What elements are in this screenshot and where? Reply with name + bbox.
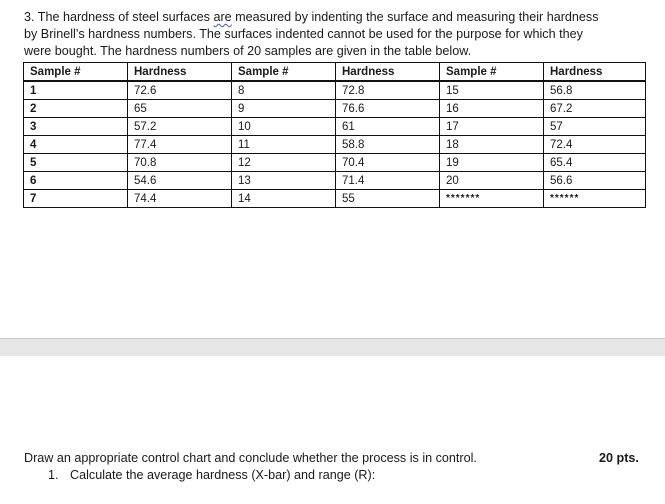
column-header: Hardness xyxy=(544,63,646,82)
table-cell: 5 xyxy=(24,154,128,172)
table-cell: 77.4 xyxy=(128,136,232,154)
table-cell: 65 xyxy=(128,100,232,118)
table-cell: 18 xyxy=(440,136,544,154)
table-cell: 4 xyxy=(24,136,128,154)
grammar-flag-are[interactable]: are xyxy=(213,10,232,24)
table-cell: 3 xyxy=(24,118,128,136)
table-cell: 72.4 xyxy=(544,136,646,154)
table-cell: 11 xyxy=(232,136,336,154)
table-cell: 7 xyxy=(24,190,128,208)
table-cell: 10 xyxy=(232,118,336,136)
table-cell: 72.8 xyxy=(336,81,440,100)
column-header: Sample # xyxy=(232,63,336,82)
step-text: Calculate the average hardness (X-bar) and range (R): xyxy=(70,468,376,482)
table-cell: 65.4 xyxy=(544,154,646,172)
table-cell: 12 xyxy=(232,154,336,172)
instruction-text: Draw an appropriate control chart and conclude whether the process is in control. xyxy=(24,451,477,465)
table-cell: 20 xyxy=(440,172,544,190)
table-row xyxy=(24,172,646,190)
table-cell: 19 xyxy=(440,154,544,172)
table-cell: 57 xyxy=(544,118,646,136)
table-cell: 2 xyxy=(24,100,128,118)
column-header: Hardness xyxy=(128,63,232,82)
column-header: Hardness xyxy=(336,63,440,82)
table-row xyxy=(24,118,646,136)
table-row xyxy=(24,81,646,100)
question-text xyxy=(24,9,644,60)
table-cell: 56.6 xyxy=(544,172,646,190)
question-line-3: were bought. The hardness numbers of 20 samples are given in the table below. xyxy=(24,44,472,58)
table-cell: 54.6 xyxy=(128,172,232,190)
hardness-table xyxy=(23,62,646,208)
points-label: 20 pts. xyxy=(599,451,639,465)
step-number: 1. xyxy=(48,468,59,482)
table-cell: 70.4 xyxy=(336,154,440,172)
table-row xyxy=(24,154,646,172)
table-cell: 1 xyxy=(24,81,128,100)
table-cell: 16 xyxy=(440,100,544,118)
table-cell: 76.6 xyxy=(336,100,440,118)
table-cell: 70.8 xyxy=(128,154,232,172)
table-header-row xyxy=(24,63,646,82)
question-line-2: by Brinell’s hardness numbers. The surfaces indented cannot be used for the purpose for which they xyxy=(24,27,583,41)
table-cell: 56.8 xyxy=(544,81,646,100)
table-cell: ****** xyxy=(544,190,646,208)
table-cell: 67.2 xyxy=(544,100,646,118)
table-cell: ******* xyxy=(440,190,544,208)
step-1 xyxy=(48,468,375,482)
table-cell: 6 xyxy=(24,172,128,190)
table-cell: 71.4 xyxy=(336,172,440,190)
table-cell: 17 xyxy=(440,118,544,136)
table-cell: 55 xyxy=(336,190,440,208)
page-break-gap xyxy=(0,338,665,357)
table-cell: 14 xyxy=(232,190,336,208)
table-cell: 74.4 xyxy=(128,190,232,208)
table-cell: 9 xyxy=(232,100,336,118)
table-row xyxy=(24,136,646,154)
table-cell: 8 xyxy=(232,81,336,100)
question-line-1: 3. The hardness of steel surfaces are measured by indenting the surface and measuring their hardness xyxy=(24,10,599,24)
table-cell: 13 xyxy=(232,172,336,190)
column-header: Sample # xyxy=(440,63,544,82)
column-header: Sample # xyxy=(24,63,128,82)
table-row xyxy=(24,190,646,208)
table-cell: 61 xyxy=(336,118,440,136)
table-cell: 57.2 xyxy=(128,118,232,136)
table-cell: 72.6 xyxy=(128,81,232,100)
table-cell: 15 xyxy=(440,81,544,100)
table-cell: 58.8 xyxy=(336,136,440,154)
table-row xyxy=(24,100,646,118)
